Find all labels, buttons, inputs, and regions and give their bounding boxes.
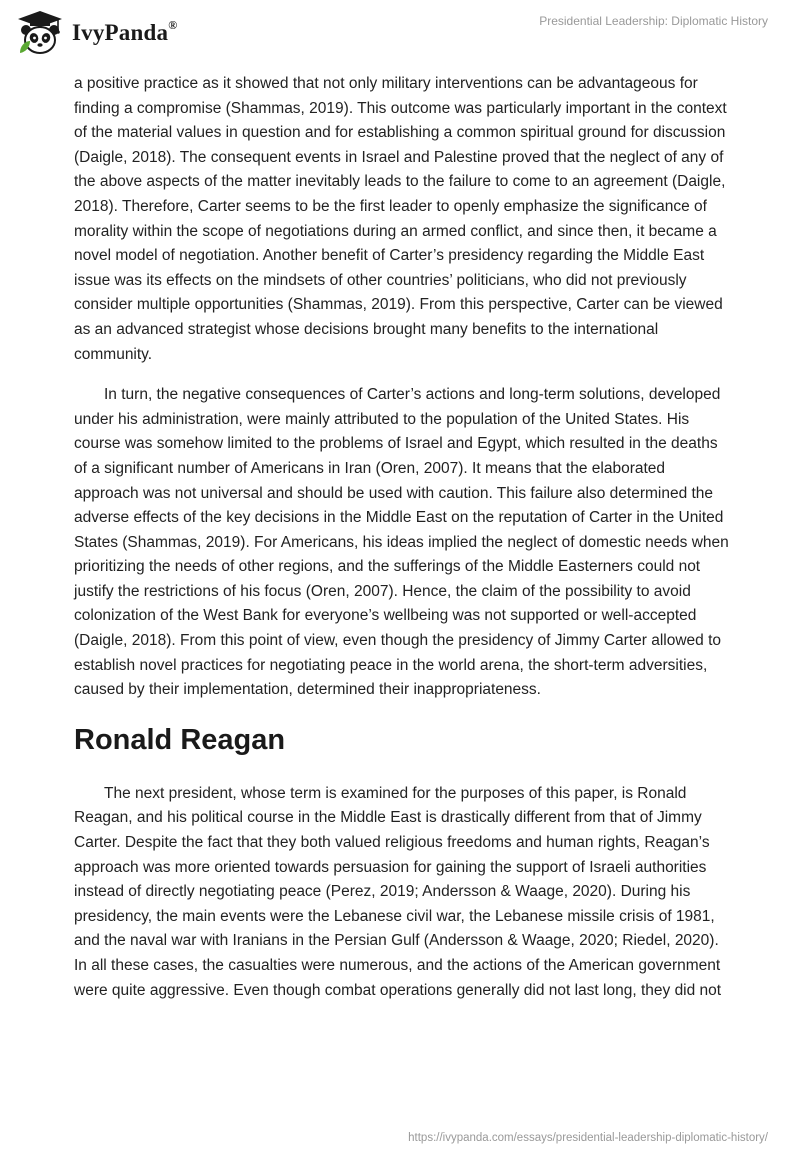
page-header: [0, 0, 800, 70]
ivypanda-logo[interactable]: [14, 8, 214, 58]
logo-wordmark: IvyPanda®: [72, 18, 178, 45]
source-url[interactable]: https://ivypanda.com/essays/presidential-leadership-diplomatic-history/: [408, 1132, 768, 1144]
paragraph: a positive practice as it showed that not only military interventions can be advantageous for finding a compromise (Shammas, 2019). This outcome was particularly important in the context of the material values in question and for establishing a common spiritual ground for discussion (Daigle, 2018). The consequent events in Israel and Palestine proved that the neglect of any of the above aspects of the matter inevitably leads to the failure to come to an agreement (Daigle, 2018). Therefore, Carter seems to be the first leader to openly emphasize the significance of morality within the scope of negotiations during an armed conflict, and since then, it became a novel model of negotiation. Another benefit of Carter’s presidency regarding the Middle East issue was its effects on the mindsets of other countries’ politicians, who did not previously consider multiple opportunities (Shammas, 2019). From this perspective, Carter can be viewed as an advanced strategist whose decisions brought many benefits to the international community.: [74, 75, 727, 363]
panda-graduate-icon: [14, 9, 66, 57]
essay-content: [74, 72, 730, 1003]
document-title: Presidential Leadership: Diplomatic History: [539, 14, 768, 28]
section-heading: Ronald Reagan: [74, 723, 286, 756]
paragraph: The next president, whose term is examined for the purposes of this paper, is Ronald Reagan, and his political course in the Middle East is drastically different from that of Jimmy Carter. Despite the fact that they both valued religious freedoms and human rights, Reagan’s approach was more oriented towards persuasion for gaining the support of Israeli authorities instead of directly negotiating peace (Perez, 2019; Andersson & Waage, 2020). During his presidency, the main events were the Lebanese civil war, the Lebanese missile crisis of 1981, and the naval war with Iranians in the Persian Gulf (Andersson & Waage, 2020; Riedel, 2020). In all these cases, the casualties were numerous, and the actions of the American government were quite aggressive. Even though combat operations generally did not last long, they did not: [74, 784, 722, 999]
paragraph: In turn, the negative consequences of Carter’s actions and long-term solutions, developed under his administration, were mainly attributed to the population of the United States. His course was somehow limited to the problems of Israel and Egypt, which resulted in the deaths of a significant number of Americans in Iran (Oren, 2007). It means that the elaborated approach was not universal and should be used with caution. This failure also determined the adverse effects of the key decisions in the Middle East on the reputation of Carter in the United States (Shammas, 2019). For Americans, his ideas implied the neglect of domestic needs when prioritizing the needs of other regions, and the sufferings of the Middle Easterners could not justify the restrictions of his focus (Oren, 2007). Hence, the claim of the possibility to avoid colonization of the West Bank for everyone’s wellbeing was not supported or well-accepted (Daigle, 2018). From this point of view, even though the presidency of Jimmy Carter allowed to establish novel practices for negotiating peace in the world arena, the short-term adversities, caused by their implementation, determined their inappropriateness.: [74, 386, 729, 699]
